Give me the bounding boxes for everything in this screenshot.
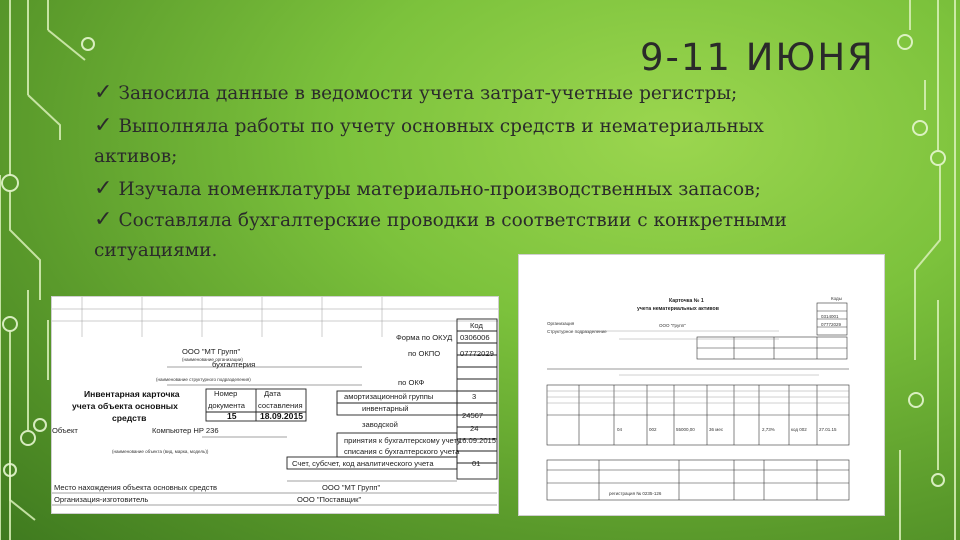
svg-text:2,73%: 2,73% (762, 427, 775, 432)
svg-text:код 002: код 002 (791, 427, 807, 432)
svg-text:0306006: 0306006 (460, 333, 490, 342)
svg-text:Организация-изготовитель: Организация-изготовитель (54, 495, 149, 504)
svg-text:учета нематериальных активов: учета нематериальных активов (637, 306, 719, 312)
svg-text:Структурное подразделение: Структурное подразделение (547, 329, 607, 334)
slide-title: 9-11 ИЮНЯ (640, 36, 875, 79)
svg-text:документа: документа (208, 401, 246, 410)
svg-text:002: 002 (649, 427, 657, 432)
svg-text:18.09.2015: 18.09.2015 (260, 411, 304, 421)
bullet-item: ✓ Изучала номенклатуры материально-производственных запасов; (94, 176, 761, 201)
svg-text:3: 3 (472, 392, 477, 401)
svg-text:27.01.15: 27.01.15 (819, 427, 837, 432)
svg-text:04: 04 (617, 427, 623, 432)
bullet-continuation: активов; (94, 146, 178, 167)
svg-text:Карточка № 1: Карточка № 1 (669, 298, 704, 304)
bullet-item: ✓ Выполняла работы по учету основных средств и нематериальных (94, 113, 764, 138)
svg-text:инвентарный: инвентарный (362, 404, 409, 413)
svg-text:07772029: 07772029 (821, 322, 842, 327)
svg-text:24: 24 (470, 424, 479, 433)
svg-text:регистрация № 0235-126: регистрация № 0235-126 (609, 491, 662, 496)
svg-text:Счет, субсчет, код аналитическ: Счет, субсчет, код аналитического учета (292, 459, 434, 468)
svg-text:ООО "Групп": ООО "Групп" (659, 323, 686, 328)
svg-text:01: 01 (472, 459, 481, 468)
svg-text:списания с бухгалтерского учет: списания с бухгалтерского учета (344, 447, 460, 456)
svg-text:Объект: Объект (52, 426, 78, 435)
svg-text:Место нахождения объекта основ: Место нахождения объекта основных средств (54, 483, 218, 492)
checkmark-icon: ✓ (94, 80, 113, 105)
svg-text:Коды: Коды (831, 296, 842, 301)
svg-text:(наименование организации): (наименование организации) (182, 357, 243, 362)
svg-text:принятия к бухгалтерскому учет: принятия к бухгалтерскому учету (344, 436, 461, 445)
svg-text:55000,00: 55000,00 (676, 427, 695, 432)
svg-text:бухгалтерия: бухгалтерия (212, 360, 256, 369)
checkmark-icon: ✓ (94, 113, 113, 138)
checkmark-icon: ✓ (94, 176, 113, 201)
checkmark-icon: ✓ (94, 207, 113, 232)
svg-text:заводской: заводской (362, 420, 398, 429)
bullet-item: ✓ Составляла бухгалтерские проводки в соответствии с конкретными (94, 207, 787, 232)
svg-text:составления: составления (258, 401, 303, 410)
svg-text:0314001: 0314001 (821, 314, 839, 319)
svg-text:07772029: 07772029 (460, 349, 494, 358)
svg-text:ООО "МТ Групп": ООО "МТ Групп" (322, 483, 381, 492)
svg-text:Номер: Номер (214, 389, 238, 398)
svg-text:Форма по ОКУД: Форма по ОКУД (396, 333, 453, 342)
svg-text:(наименование объекта (вид, ма: (наименование объекта (вид, марка, модель)) (112, 449, 209, 454)
kod-header: Код (470, 321, 483, 330)
bullet-continuation: ситуациями. (94, 240, 218, 261)
bullet-item: ✓ Заносила данные в ведомости учета затрат-учетные регистры; (94, 80, 738, 105)
svg-text:Дата: Дата (264, 389, 281, 398)
svg-text:ООО "Поставщик": ООО "Поставщик" (297, 495, 362, 504)
svg-text:по ОКФ: по ОКФ (398, 378, 425, 387)
svg-text:ООО "МТ Групп": ООО "МТ Групп" (182, 347, 241, 356)
svg-text:(наименование структурного под: (наименование структурного подразделения) (156, 377, 251, 382)
svg-text:36 мес: 36 мес (709, 427, 724, 432)
svg-text:Инвентарная карточка: Инвентарная карточка (84, 389, 180, 399)
svg-text:Организация: Организация (547, 321, 575, 326)
svg-text:16.09.2015: 16.09.2015 (458, 436, 497, 445)
svg-text:15: 15 (227, 411, 237, 421)
svg-text:амортизационной группы: амортизационной группы (344, 392, 434, 401)
svg-text:учета объекта основных: учета объекта основных (72, 401, 178, 411)
svg-text:24567: 24567 (462, 411, 484, 420)
svg-text:по ОКПО: по ОКПО (408, 349, 441, 358)
svg-text:Компьютер HP 236: Компьютер HP 236 (152, 426, 219, 435)
inventory-card-document (52, 297, 498, 513)
svg-text:средств: средств (112, 413, 147, 423)
intangible-asset-card-document (519, 255, 884, 515)
